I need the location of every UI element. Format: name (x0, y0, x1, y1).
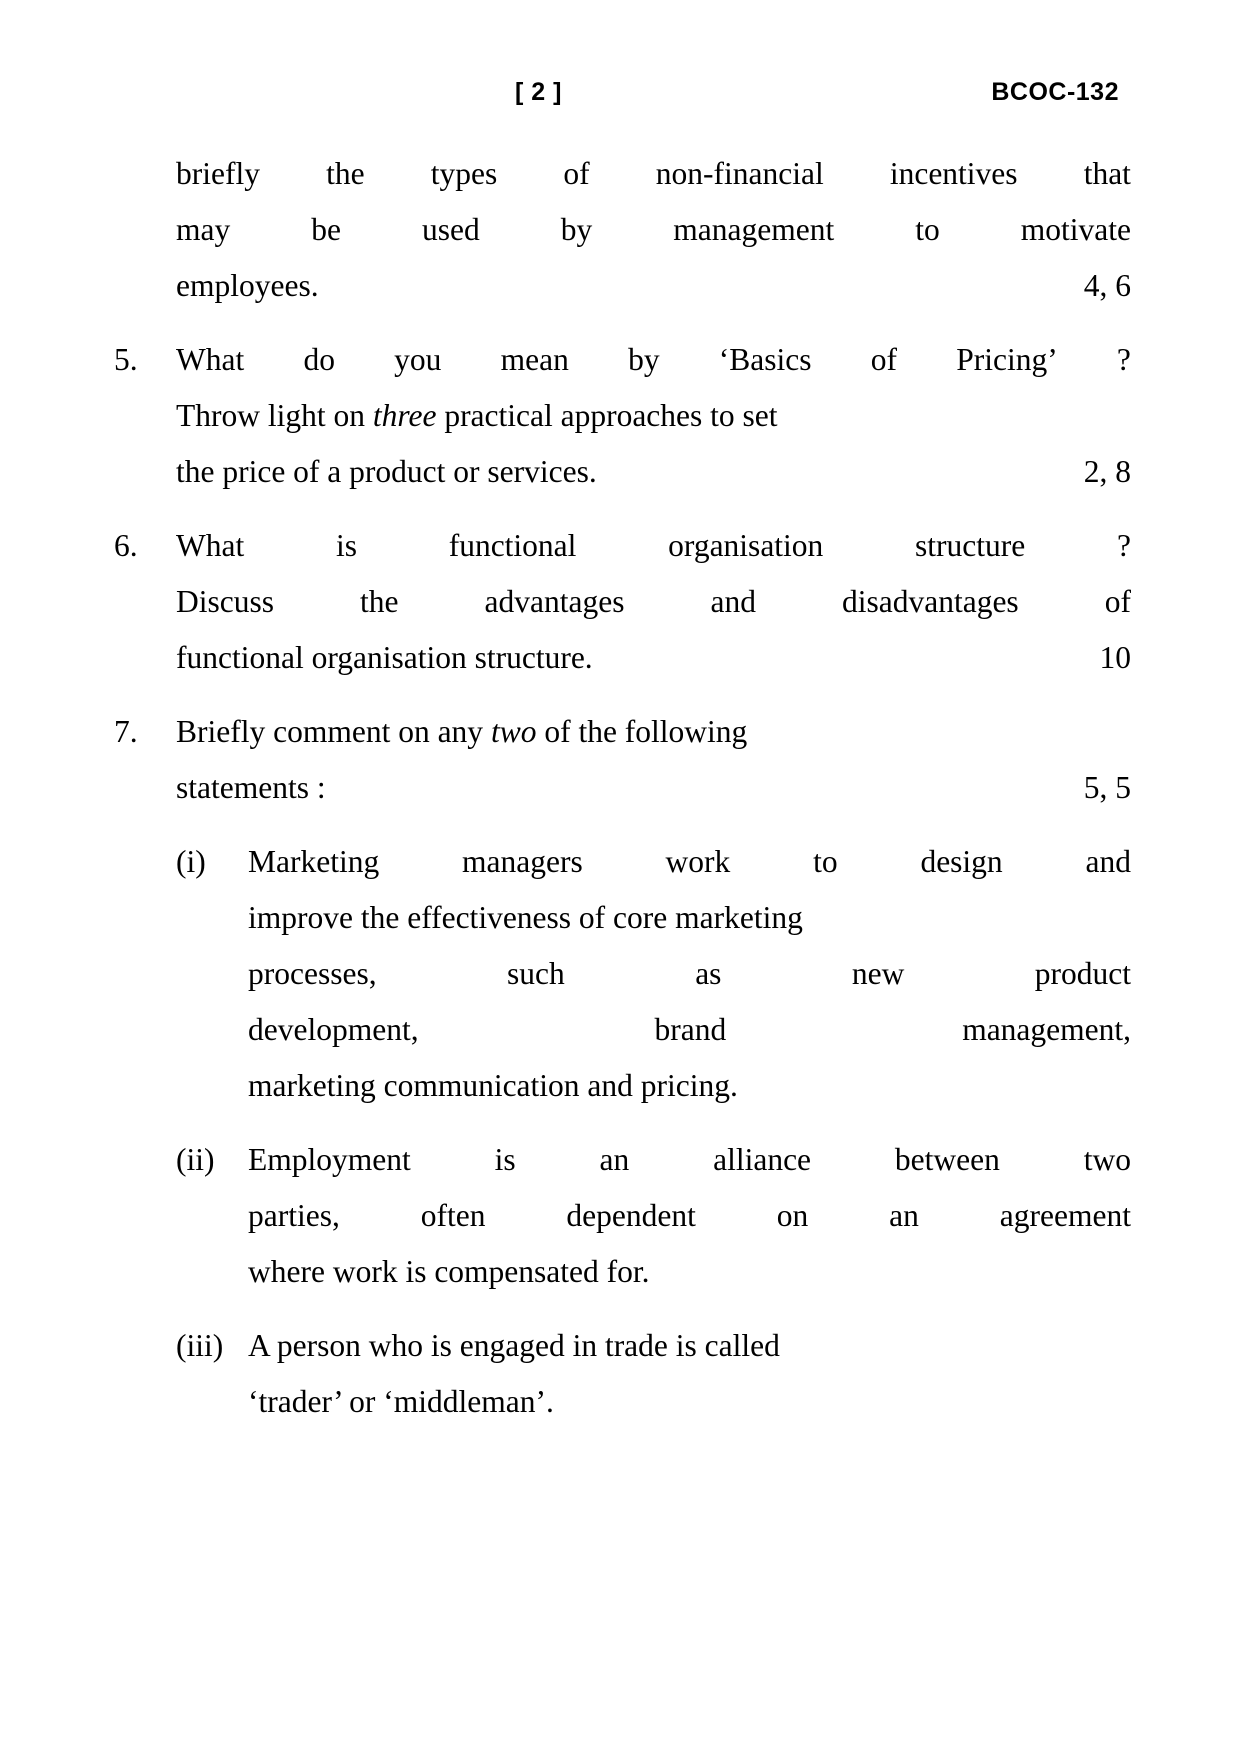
text-word: two (1083, 1142, 1131, 1177)
text-line (248, 1318, 1131, 1374)
text-word: brand (654, 1012, 727, 1047)
text-word: A person who is engaged in trade is called (248, 1328, 780, 1363)
sub-item-label: (i) (176, 844, 206, 879)
sub-items-container (110, 834, 1131, 1430)
question-number: 6. (114, 528, 138, 563)
question-text (176, 518, 1131, 686)
text-line (176, 444, 1131, 500)
text-word: management, (962, 1012, 1131, 1047)
text-word: by (628, 342, 660, 377)
text-word: ? (1117, 528, 1131, 563)
text-word: of (870, 342, 897, 377)
text-word: work (665, 844, 731, 879)
text-word: the (326, 156, 365, 191)
text-word: processes, (248, 956, 377, 991)
text-word: and (1085, 844, 1131, 879)
text-word: disadvantages (841, 584, 1019, 619)
text-word: you (394, 342, 442, 377)
sub-item-text (248, 834, 1131, 1114)
text-word: functional (448, 528, 577, 563)
text-line (248, 1132, 1131, 1188)
sub-item-text (248, 1318, 1131, 1430)
text-word: Throw light on (176, 398, 373, 433)
text-line (248, 1244, 1131, 1300)
text-line (176, 760, 1131, 816)
text-line (248, 834, 1131, 890)
text-word: often (420, 1198, 486, 1233)
text-word: marketing communication and pricing. (248, 1068, 738, 1103)
question-text (176, 332, 1131, 500)
text-word: ? (1116, 342, 1131, 377)
text-line (248, 1002, 1131, 1058)
text-word: improve the effectiveness of core marketing (248, 900, 803, 935)
page-number: [ 2 ] (515, 78, 562, 106)
text-segment: the price of a product or services. (176, 454, 597, 489)
text-word: an (599, 1142, 630, 1177)
text-word: that (1083, 156, 1131, 191)
text-line (176, 704, 1131, 760)
emphasised-word: three (372, 398, 437, 433)
text-line (248, 890, 1131, 946)
question-number: 5. (114, 342, 138, 377)
question-list (110, 146, 1131, 1430)
text-word: development, (248, 1012, 419, 1047)
text-line (176, 146, 1131, 202)
text-word: the (360, 584, 399, 619)
question-item (110, 332, 1131, 500)
text-word: and (710, 584, 756, 619)
text-word: is (335, 528, 357, 563)
text-word: What (176, 528, 245, 563)
sub-item-label: (iii) (176, 1328, 224, 1363)
text-word: to (915, 212, 940, 247)
text-word: briefly (176, 156, 260, 191)
text-word: Discuss (176, 584, 275, 619)
marks-value: 5, 5 (1083, 770, 1131, 805)
page-header (110, 78, 1131, 112)
text-word: agreement (999, 1198, 1131, 1233)
text-line (176, 518, 1131, 574)
text-line (176, 574, 1131, 630)
text-word: management (673, 212, 835, 247)
question-item (110, 704, 1131, 816)
text-word: motivate (1020, 212, 1131, 247)
text-line (176, 258, 1131, 314)
continued-question (176, 146, 1131, 314)
text-line (248, 1374, 1131, 1430)
paper-code: BCOC-132 (991, 78, 1119, 106)
text-line (248, 1188, 1131, 1244)
text-word: product (1034, 956, 1131, 991)
text-line (176, 630, 1131, 686)
emphasised-word: two (490, 714, 537, 749)
sub-item-text (248, 1132, 1131, 1300)
text-word: of the following (536, 714, 748, 749)
text-line (176, 202, 1131, 258)
text-word: alliance (713, 1142, 812, 1177)
question-item (110, 518, 1131, 686)
text-word: structure (915, 528, 1026, 563)
text-word: mean (500, 342, 569, 377)
text-word: advantages (484, 584, 625, 619)
text-word: ‘trader’ or ‘middleman’. (248, 1384, 554, 1419)
text-word: an (889, 1198, 919, 1233)
text-word: be (311, 212, 341, 247)
text-word: types (430, 156, 498, 191)
text-word: incentives (889, 156, 1018, 191)
text-word: ‘Basics (718, 342, 812, 377)
text-word: parties, (248, 1198, 340, 1233)
question-text (176, 704, 1131, 816)
text-word: where work is compensated for. (248, 1254, 650, 1289)
question-number: 7. (114, 714, 138, 749)
text-word: What (176, 342, 245, 377)
text-word: new (851, 956, 905, 991)
text-word: design (920, 844, 1003, 879)
marks-value: 2, 8 (1083, 454, 1131, 489)
text-word: of (1104, 584, 1131, 619)
text-word: Briefly comment on any (176, 714, 491, 749)
sub-item (176, 834, 1131, 1114)
text-word: practical approaches to set (436, 398, 778, 433)
text-line (176, 388, 1131, 444)
marks-value: 4, 6 (1083, 268, 1131, 303)
text-word: of (563, 156, 590, 191)
text-word: organisation (668, 528, 824, 563)
sub-item (176, 1318, 1131, 1430)
text-word: to (813, 844, 838, 879)
text-word: Employment (248, 1142, 411, 1177)
marks-value: 10 (1099, 640, 1131, 675)
questions-container (110, 332, 1131, 816)
text-line (248, 946, 1131, 1002)
text-word: used (422, 212, 480, 247)
text-word: on (776, 1198, 809, 1233)
text-line (248, 1058, 1131, 1114)
text-segment: functional organisation structure. (176, 640, 593, 675)
sub-item (176, 1132, 1131, 1300)
text-segment: employees. (176, 268, 319, 303)
text-word: by (560, 212, 593, 247)
text-word: is (494, 1142, 516, 1177)
text-word: managers (462, 844, 583, 879)
text-word: Marketing (248, 844, 380, 879)
text-word: between (894, 1142, 1000, 1177)
text-segment: statements : (176, 770, 326, 805)
text-word: do (303, 342, 335, 377)
text-word: non-financial (655, 156, 824, 191)
text-word: as (695, 956, 722, 991)
text-word: such (507, 956, 565, 991)
text-word: dependent (566, 1198, 696, 1233)
sub-item-label: (ii) (176, 1142, 215, 1177)
text-word: Pricing’ (956, 342, 1058, 377)
text-word: may (176, 212, 231, 247)
text-line (176, 332, 1131, 388)
